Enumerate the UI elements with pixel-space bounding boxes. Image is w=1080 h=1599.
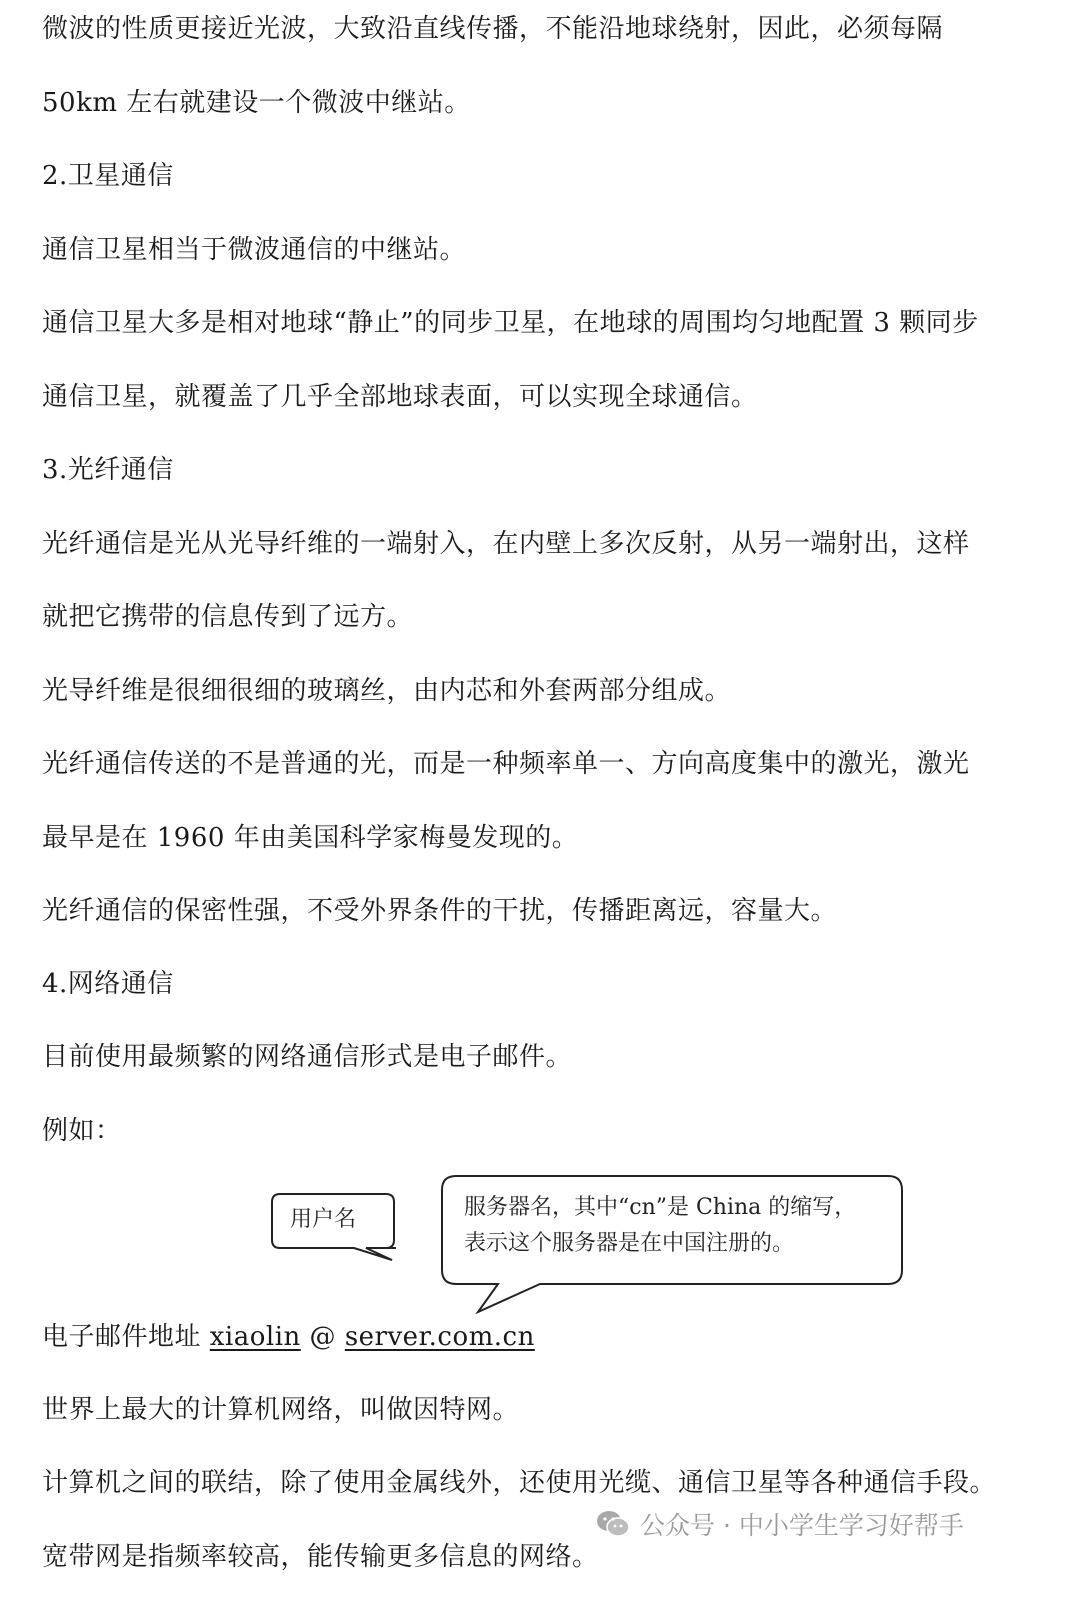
text-line: 光纤通信传送的不是普通的光，而是一种频率单一、方向高度集中的激光，激光 [42,749,970,779]
callout-server-text-1: 服务器名，其中“cn”是 China 的缩写， [464,1195,857,1220]
text-line: 通信卫星相当于微波通信的中继站。 [42,235,467,265]
text-line: 就把它携带的信息传到了远方。 [42,602,414,632]
watermark [596,1504,964,1544]
text-line: 50km 左右就建设一个微波中继站。 [42,88,471,118]
text-line: 目前使用最频繁的网络通信形式是电子邮件。 [42,1042,573,1072]
text-line: 世界上最大的计算机网络，叫做因特网。 [42,1395,520,1425]
email-server: server.com.cn [344,1322,535,1352]
text-line: 计算机之间的联结，除了使用金属线外，还使用光缆、通信卫星等各种通信手段。 [42,1468,997,1498]
text-line: 微波的性质更接近光波，大致沿直线传播，不能沿地球绕射，因此，必须每隔 [42,14,944,44]
watermark-text: 公众号 · 中小学生学习好帮手 [640,1511,964,1540]
callout-server [440,1174,910,1314]
callout-server-text-2: 表示这个服务器是在中国注册的。 [464,1231,795,1256]
email-at: @ [300,1322,345,1352]
section-heading: 4.网络通信 [42,969,174,999]
text-line: 最早是在 1960 年由美国科学家梅曼发现的。 [42,823,579,853]
callout-username [270,1192,396,1250]
text-line: 光纤通信是光从光导纤维的一端射入，在内壁上多次反射，从另一端射出，这样 [42,529,970,559]
text-line: 例如： [42,1116,122,1146]
callout-username-text: 用户名 [290,1207,357,1232]
email-label: 电子邮件地址 [42,1322,210,1352]
wechat-icon [596,1509,630,1539]
text-line: 光纤通信的保密性强，不受外界条件的干扰，传播距离远，容量大。 [42,896,838,926]
section-heading: 3.光纤通信 [42,455,174,485]
text-line: 通信卫星大多是相对地球“静止”的同步卫星，在地球的周围均匀地配置 3 颗同步 [42,308,979,338]
email-address-line [42,1320,535,1354]
email-user: xiaolin [209,1322,301,1352]
text-line: 光导纤维是很细很细的玻璃丝，由内芯和外套两部分组成。 [42,676,732,706]
text-line: 宽带网是指频率较高，能传输更多信息的网络。 [42,1542,599,1572]
section-heading: 2.卫星通信 [42,161,174,191]
text-line: 通信卫星，就覆盖了几乎全部地球表面，可以实现全球通信。 [42,382,758,412]
